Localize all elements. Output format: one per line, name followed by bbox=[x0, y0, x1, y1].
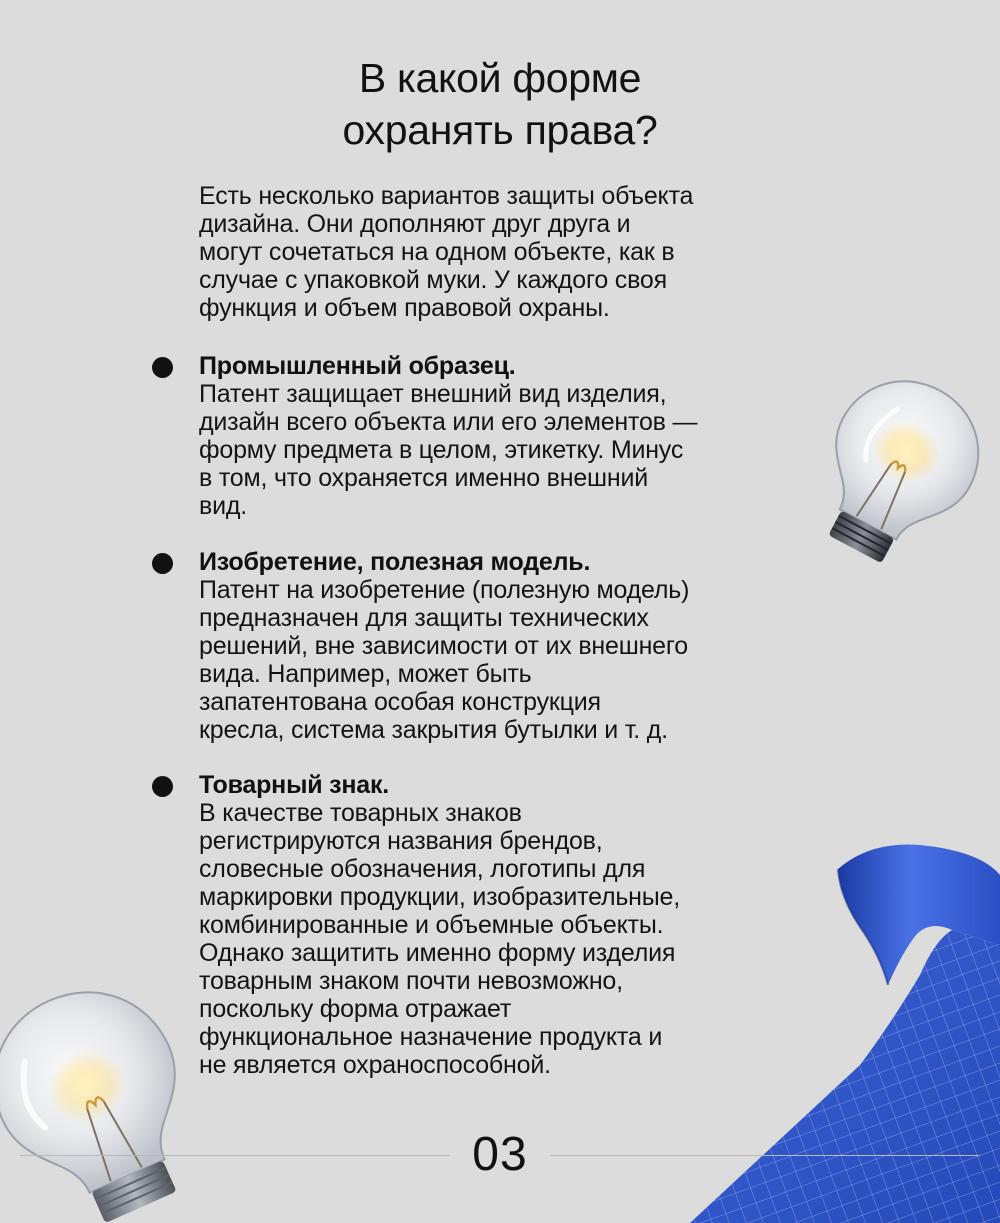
item-line: форму предмета в целом, этикетку. Минус bbox=[199, 436, 684, 464]
light-bulb-icon bbox=[0, 985, 200, 1223]
title-line-1: В какой форме bbox=[358, 55, 642, 101]
bullet-dot bbox=[152, 357, 173, 378]
item-body bbox=[199, 576, 819, 744]
item-line: кресла, система закрытия бутылки и т. д. bbox=[199, 716, 668, 744]
item-line: Патент на изобретение (полезную модель) bbox=[199, 576, 690, 604]
item-line: Однако защитить именно форму изделия bbox=[199, 939, 676, 967]
item-line: вида. Например, может быть bbox=[199, 660, 532, 688]
item-line: Патент защищает внешний вид изделия, bbox=[199, 380, 667, 408]
item-line: регистрируются названия брендов, bbox=[199, 827, 603, 855]
blueprint-sheet-icon bbox=[690, 835, 1000, 1223]
page-number: 03 bbox=[472, 1128, 528, 1181]
page-title bbox=[0, 52, 1000, 156]
item-line: словесные обозначения, логотипы для bbox=[199, 855, 646, 883]
item-title: Изобретение, полезная модель. bbox=[199, 548, 591, 576]
item-line: не является охраноспособной. bbox=[199, 1051, 551, 1079]
footer-divider-right bbox=[550, 1155, 980, 1156]
intro-line: дизайна. Они дополняют друг друга и bbox=[199, 210, 631, 238]
item-line: комбинированные и объемные объекты. bbox=[199, 911, 664, 939]
item-line: поскольку форма отражает bbox=[199, 995, 512, 1023]
item-title: Товарный знак. bbox=[199, 771, 390, 799]
intro-paragraph bbox=[199, 182, 819, 322]
title-line-2: охранять права? bbox=[342, 107, 658, 153]
item-body bbox=[199, 380, 819, 520]
bullet-dot bbox=[152, 553, 173, 574]
item-line: вид. bbox=[199, 492, 247, 520]
footer-divider-left bbox=[20, 1155, 450, 1156]
light-bulb-icon bbox=[810, 372, 986, 564]
intro-line: Есть несколько вариантов защиты объекта bbox=[199, 182, 694, 210]
item-line: маркировки продукции, изобразительные, bbox=[199, 883, 680, 911]
item-line: В качестве товарных знаков bbox=[199, 799, 522, 827]
intro-line: функция и объем правовой охраны. bbox=[199, 294, 610, 322]
item-line: функциональное назначение продукта и bbox=[199, 1023, 663, 1051]
item-line: решений, вне зависимости от их внешнего bbox=[199, 632, 688, 660]
item-line: в том, что охраняется именно внешний bbox=[199, 464, 649, 492]
intro-line: могут сочетаться на одном объекте, как в bbox=[199, 238, 675, 266]
intro-line: случае с упаковкой муки. У каждого своя bbox=[199, 266, 667, 294]
item-line: товарным знаком почти невозможно, bbox=[199, 967, 623, 995]
item-line: дизайн всего объекта или его элементов — bbox=[199, 408, 698, 436]
bullet-dot bbox=[152, 776, 173, 797]
item-line: предназначен для защиты технических bbox=[199, 604, 649, 632]
item-line: запатентована особая конструкция bbox=[199, 688, 601, 716]
item-title: Промышленный образец. bbox=[199, 352, 516, 380]
